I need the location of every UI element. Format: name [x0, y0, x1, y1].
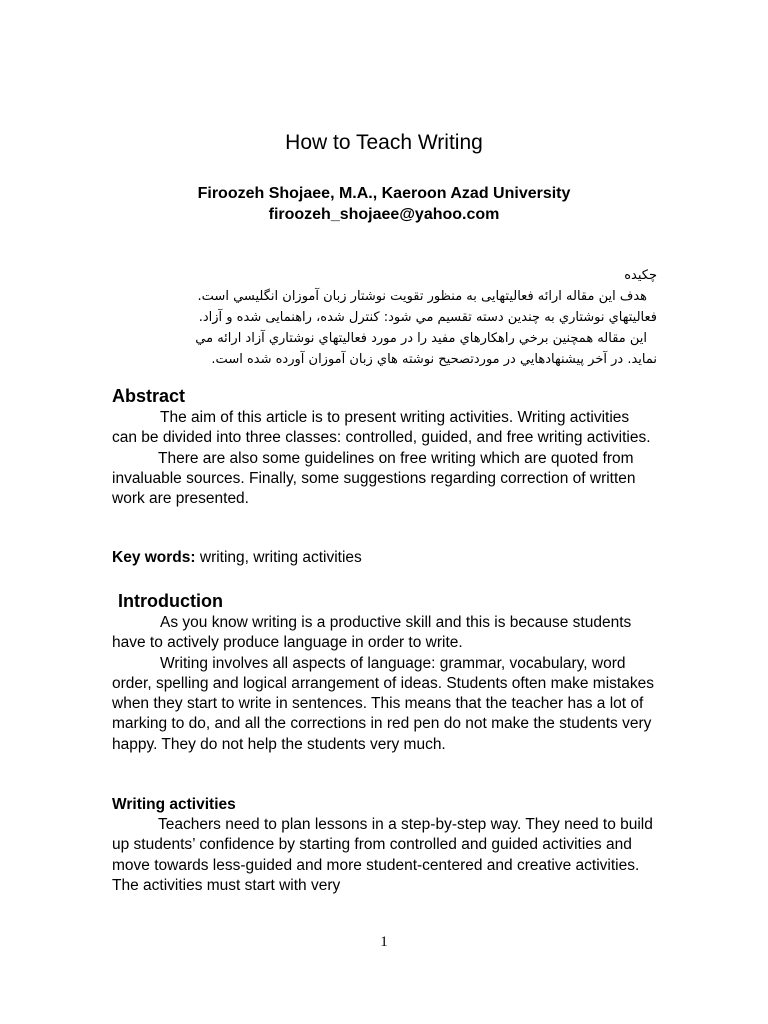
farsi-abstract-line: این مقاله همچنین برخي راهکارهاي مفید را در مورد فعالیتهاي نوشتاري آزاد ارائه مي	[195, 331, 647, 346]
author-email: firoozeh_shojaee@yahoo.com	[268, 206, 500, 223]
writing-activities-body	[112, 815, 657, 896]
writing-activities-paragraph: Teachers need to plan lessons in a step-by-step way. They need to build up students’ confidence by starting from controlled and guided activities and move towards less-guided and more student-centered and creative activities. The activities must start with very	[112, 816, 653, 894]
introduction-body	[112, 613, 657, 755]
keywords	[112, 549, 362, 567]
page-number: 1	[380, 934, 388, 950]
keywords-value: writing, writing activities	[199, 549, 362, 566]
writing-activities-heading: Writing activities	[112, 796, 236, 813]
abstract-paragraph: There are also some guidelines on free writing which are quoted from invaluable sources. Finally, some suggestions regarding correction of written work are presented.	[112, 449, 636, 508]
introduction-heading: Introduction	[118, 591, 223, 611]
keywords-label: Key words:	[112, 549, 196, 566]
farsi-abstract-heading: چکیده	[624, 268, 657, 283]
abstract-paragraph: The aim of this article is to present writing activities. Writing activities can be divided into three classes: controlled, guided, and free writing activities.	[112, 409, 651, 447]
farsi-abstract-line: فعالیتهاي نوشتاري به چندین دسته تقسیم مي شود: کنترل شده، راهنمایی شده و آزاد.	[198, 310, 657, 325]
farsi-abstract-line: هدف این مقاله ارائه فعالیتهایی به منظور تقویت نوشتار زبان آموزان انگلیسي است.	[197, 289, 647, 304]
farsi-abstract	[112, 265, 657, 370]
author-line: Firoozeh Shojaee, M.A., Kaeroon Azad University	[197, 185, 571, 202]
introduction-paragraph: Writing involves all aspects of language: grammar, vocabulary, word order, spelling and logical arrangement of ideas. Students often make mistakes when they start to write in sentences. This means that the teacher has a lot of marking to do, and all the corrections in red pen do not make the students very happy. They do not help the students very much.	[112, 654, 654, 753]
introduction-paragraph: As you know writing is a productive skill and this is because students have to actively produce language in order to write.	[112, 614, 632, 652]
abstract-body	[112, 408, 657, 509]
document-title: How to Teach Writing	[285, 131, 483, 154]
abstract-heading: Abstract	[112, 386, 186, 406]
author-block	[0, 183, 768, 225]
farsi-abstract-line: نماید. در آخر پیشنهادهایي در موردتصحیح نوشته هاي زبان آموزان آورده شده است.	[211, 352, 657, 367]
